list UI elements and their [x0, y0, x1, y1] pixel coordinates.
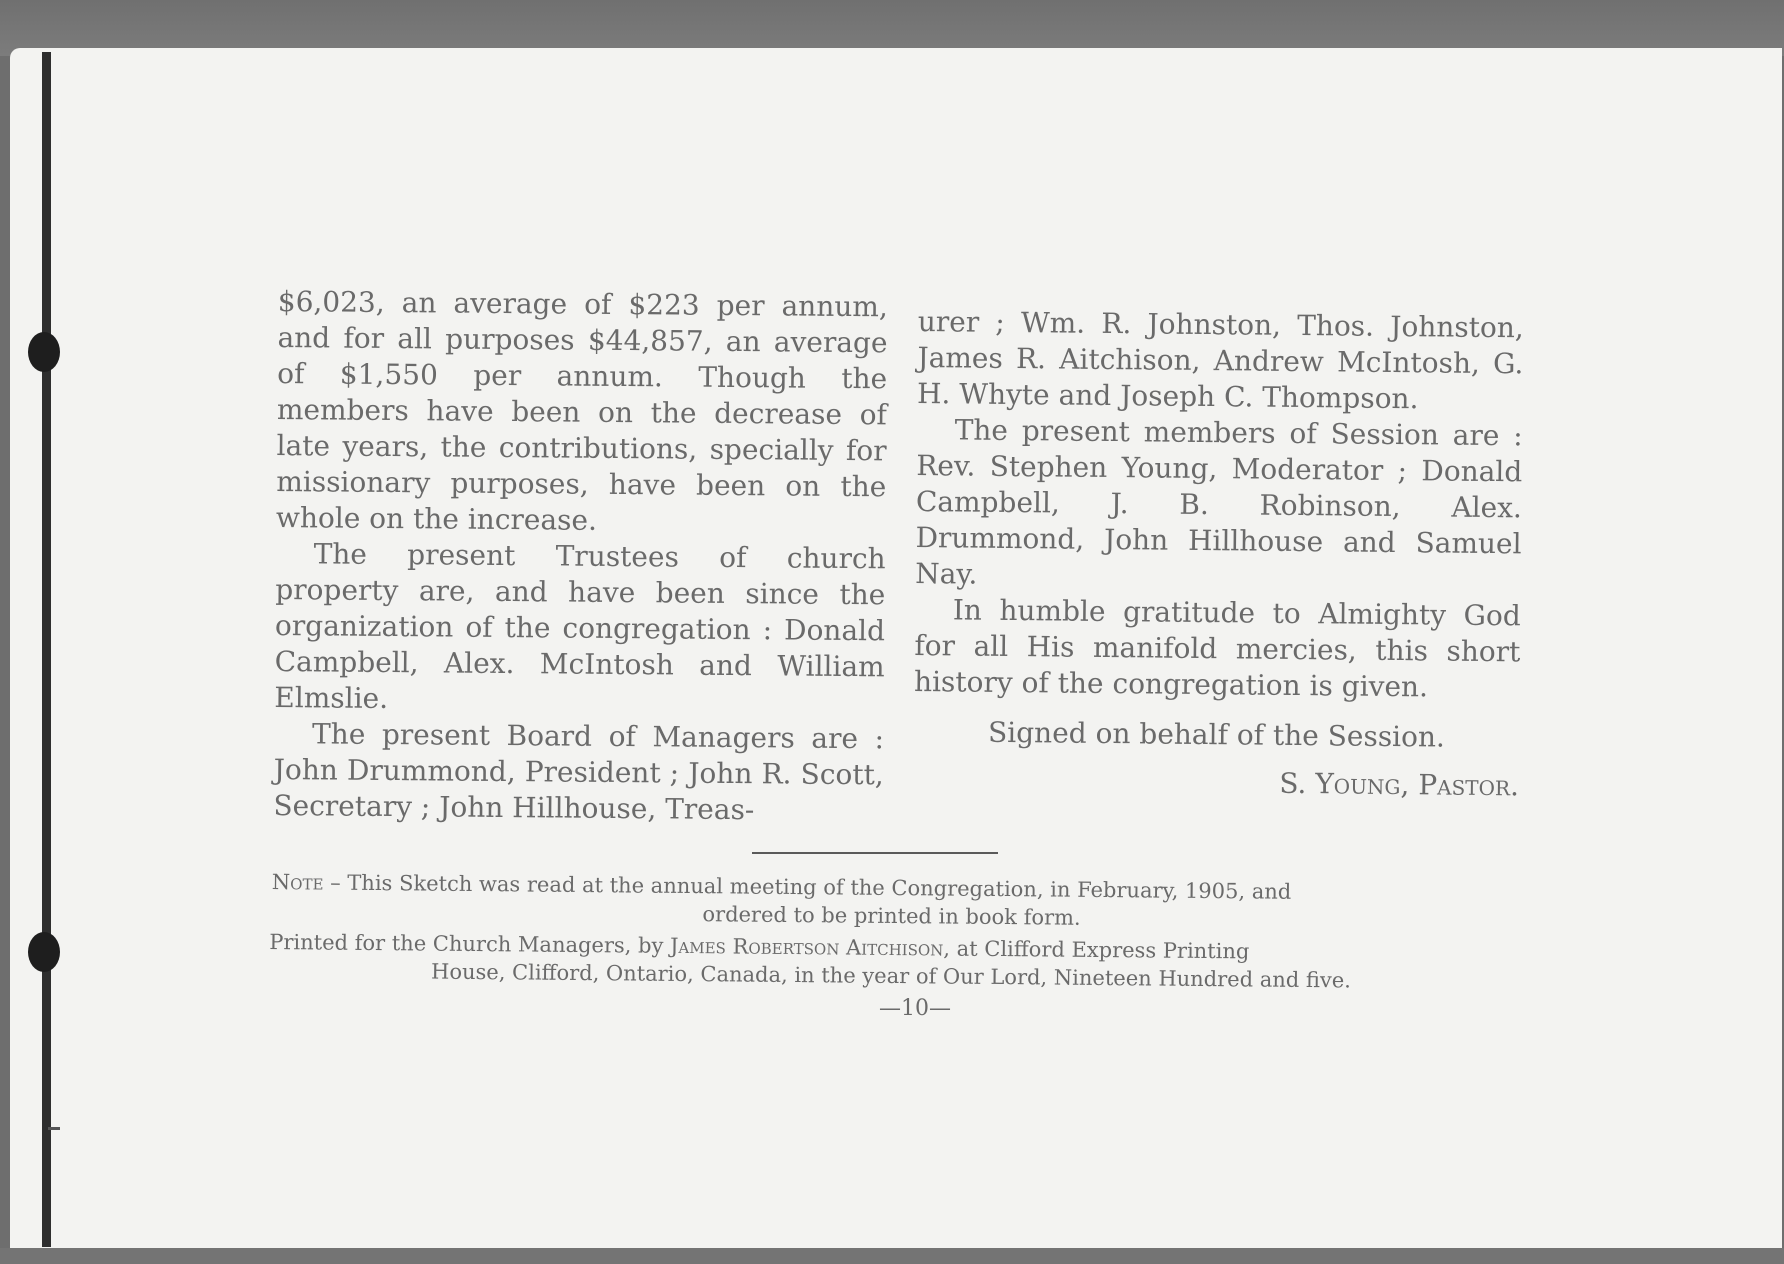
binding-hole — [28, 332, 60, 372]
signature: S. Young, Pastor. — [1279, 766, 1520, 803]
paragraph-session: The present members of Session are : Rev. Stephen Young, Moderator ; Donald Campbell, J. B. Robinson, Alex. Drummond, John Hillhouse and Samuel Nay. — [915, 413, 1523, 591]
binding-hole — [28, 932, 60, 972]
left-column — [273, 284, 888, 829]
right-column — [913, 304, 1524, 804]
note-continuation: ordered to be printed in book form. — [702, 902, 1081, 930]
note-label: Note — [271, 870, 324, 895]
paragraph-managers-continued: urer ; Wm. R. Johnston, Thos. Johnston, James R. Aitchison, Andrew McIntosh, G. H. Whyte and Joseph C. Thompson. — [916, 304, 1524, 416]
margin-mark — [48, 1127, 60, 1130]
footnote-rule — [752, 852, 998, 854]
paragraph-gratitude: In humble gratitude to Almighty God for all His manifold mercies, this short history of the congregation is given. — [913, 593, 1521, 704]
printer-name: James Robertson Aitchison — [669, 933, 944, 961]
page-number: —10— — [879, 996, 951, 1021]
signed-line: Signed on behalf of the Session. — [987, 715, 1446, 754]
scan-background-bottom — [0, 1248, 1784, 1264]
paragraph-trustees: The present Trustees of church property are, and have been since the organization of the congregation : Donald Campbell, Alex. McIntosh and William Elmslie. — [274, 537, 886, 715]
paragraph-contributions: $6,023, an average of $223 per annum, and for all purposes $44,857, an average of $1,550 per annum. Though the members have been on the decrease of late years, the contributions, specially for missionary purposes, have been on the whole on the increase. — [275, 284, 888, 537]
printed-text-a: Printed for the Church Managers, by — [269, 929, 671, 958]
paragraph-managers: The present Board of Managers are : John Drummond, President ; John R. Scott, Secretary ; John Hillhouse, Treas- — [273, 717, 885, 827]
binding-spine — [42, 52, 51, 1247]
printed-text-b: , at Clifford Express Printing — [943, 936, 1250, 964]
printer-continuation: House, Clifford, Ontario, Canada, in the year of Our Lord, Nineteen Hundred and five. — [430, 959, 1352, 993]
note-text: – This Sketch was read at the annual meeting of the Congregation, in February, 1905, and — [330, 870, 1292, 904]
footnote — [269, 868, 1514, 996]
